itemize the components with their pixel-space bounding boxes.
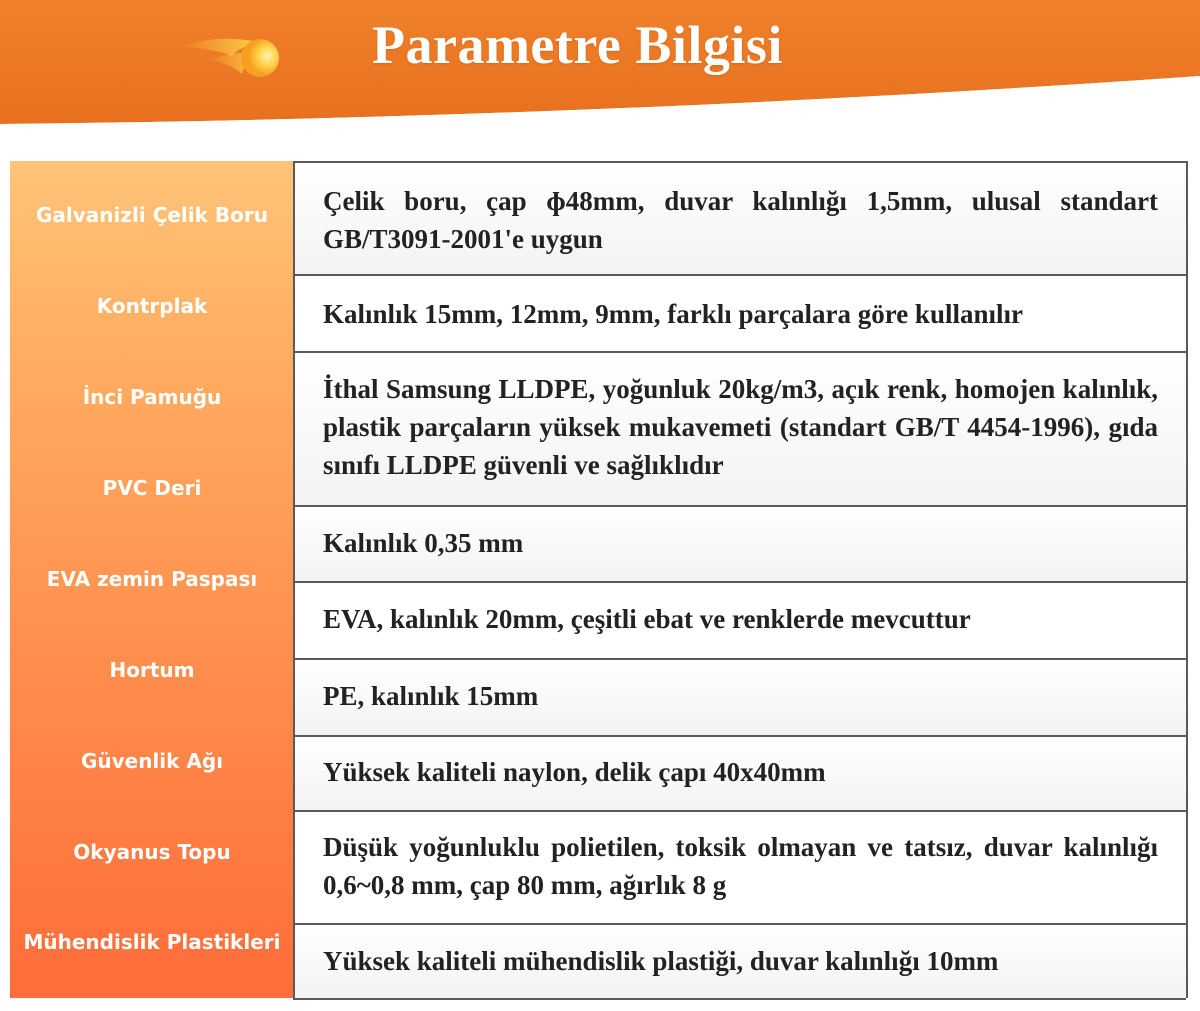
description-cell: Yüksek kaliteli naylon, delik çapı 40x40mm [323, 757, 826, 787]
table-row [293, 583, 1186, 660]
material-label: Kontrplak [96, 294, 208, 318]
material-label: Güvenlik Ağı [80, 749, 224, 773]
material-label: Galvanizli Çelik Boru [35, 203, 268, 227]
spec-table [293, 161, 1188, 998]
material-label: PVC Deri [102, 476, 202, 500]
table-row [293, 737, 1186, 812]
table-row [293, 660, 1186, 737]
table-row [293, 163, 1186, 276]
header-banner [0, 0, 1200, 140]
description-cell: Çelik boru, çap ɸ48mm, duvar kalınlığı 1,5mm, ulusal standart GB/T3091-2001'e uygun [323, 186, 1158, 254]
description-cell: PE, kalınlık 15mm [323, 681, 539, 711]
material-label: Okyanus Topu [73, 840, 231, 864]
page-title: Parametre Bilgisi [372, 15, 783, 75]
comet-icon [178, 30, 288, 90]
table-row [293, 507, 1186, 583]
description-cell: Düşük yoğunluklu polietilen, toksik olmayan ve tatsız, duvar kalınlığı 0,6~0,8 mm, çap 80 mm, ağırlık 8 g [323, 832, 1158, 900]
table-row [293, 812, 1186, 925]
material-label: Hortum [109, 658, 195, 682]
table-row [293, 925, 1186, 1000]
description-cell: Kalınlık 15mm, 12mm, 9mm, farklı parçalara göre kullanılır [323, 299, 1023, 329]
table-row [293, 353, 1186, 507]
materials-column [10, 161, 294, 998]
material-label: Mühendislik Plastikleri [23, 930, 281, 954]
description-cell: Kalınlık 0,35 mm [323, 528, 524, 558]
description-cell: İthal Samsung LLDPE, yoğunluk 20kg/m3, açık renk, homojen kalınlık, plastik parçaların yüksek mukavemeti (standart GB/T 4454-1996), gıda sınıfı LLDPE güvenli ve sağlıklıdır [323, 374, 1158, 480]
description-cell: EVA, kalınlık 20mm, çeşitli ebat ve renklerde mevcuttur [323, 604, 971, 634]
table-row [293, 276, 1186, 353]
material-label: EVA zemin Paspası [46, 567, 258, 591]
description-cell: Yüksek kaliteli mühendislik plastiği, duvar kalınlığı 10mm [323, 946, 999, 976]
material-label: İnci Pamuğu [82, 385, 222, 409]
